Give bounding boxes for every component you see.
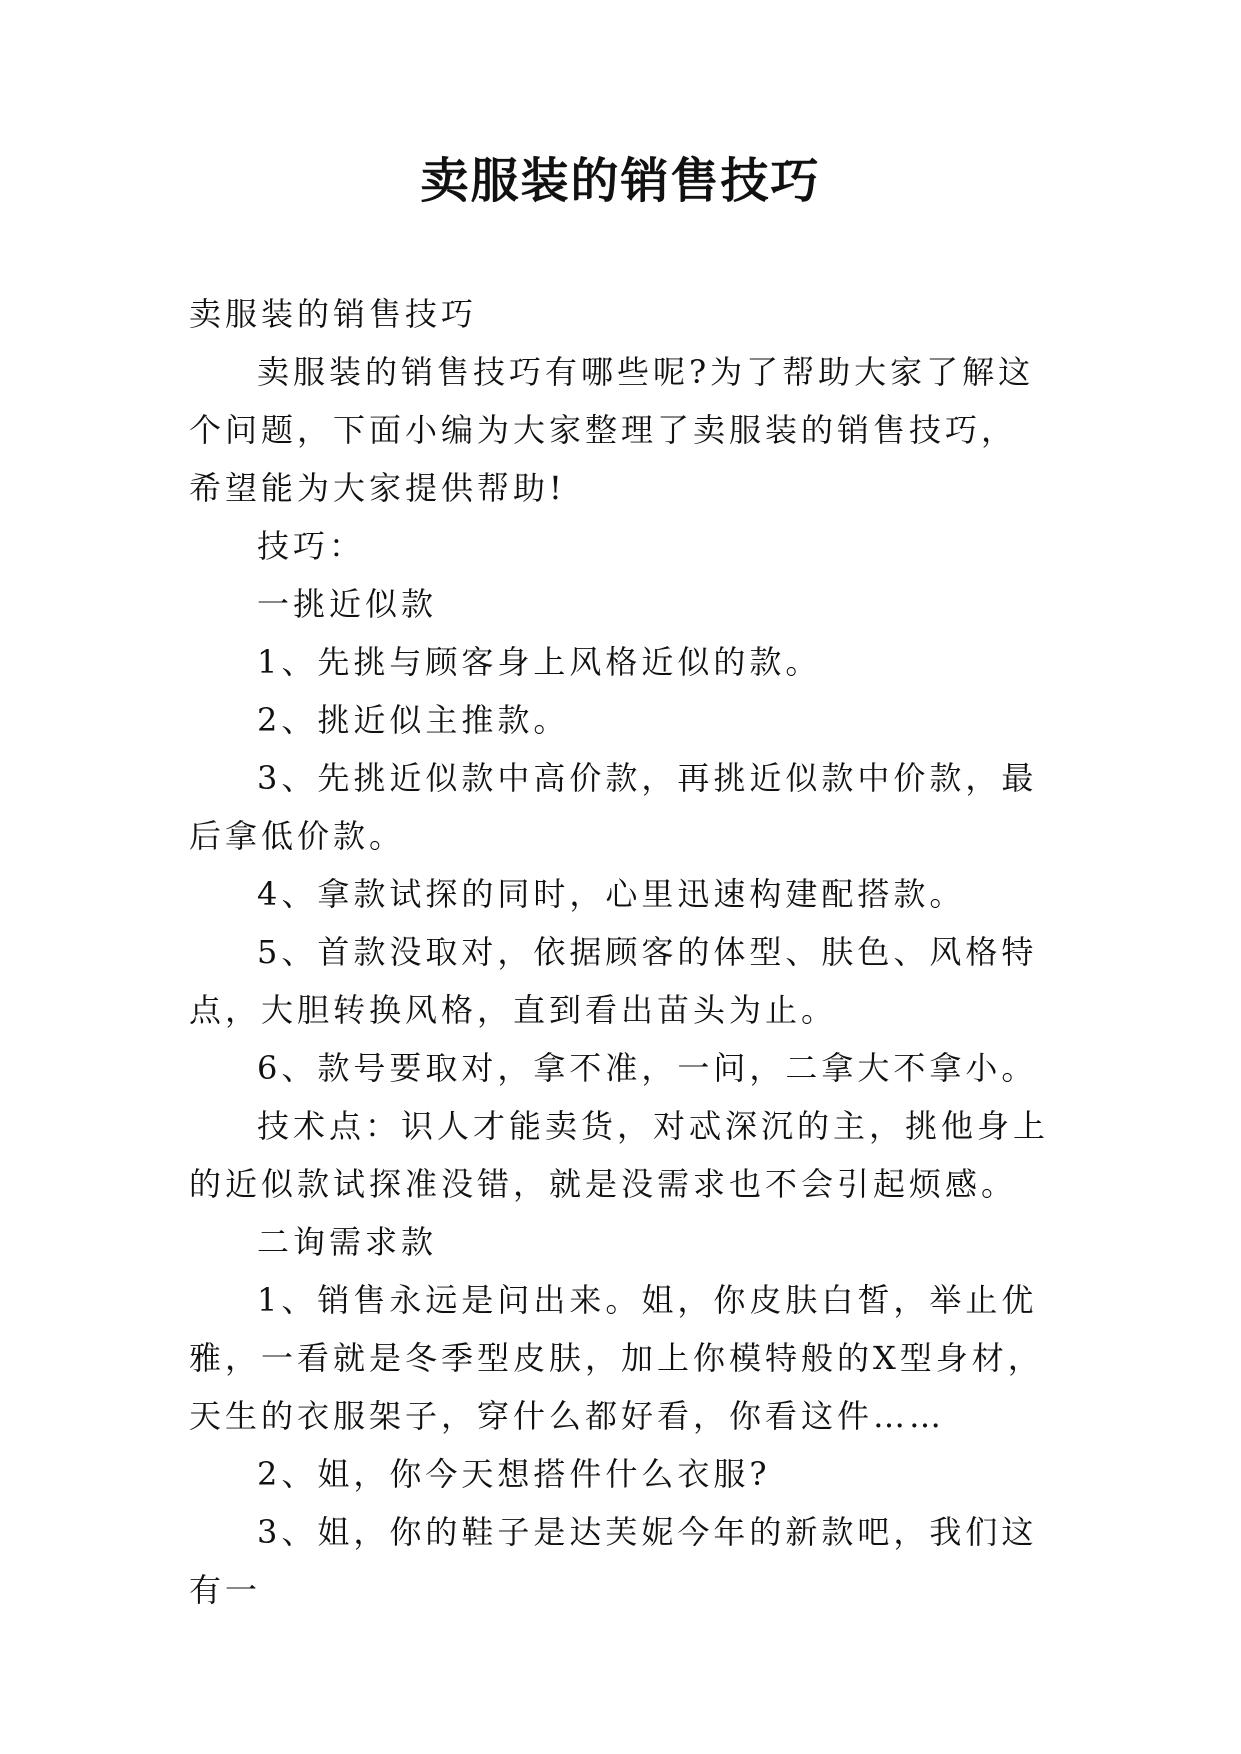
list-item: 3、姐，你的鞋子是达芙妮今年的新款吧，我们这有一 [189,1513,1038,1609]
document-body [189,285,1051,1619]
list-item: 1、销售永远是问出来。姐，你皮肤白皙，举止优雅，一看就是冬季型皮肤，加上你模特般的X型身材，天生的衣服架子，穿什么都好看，你看这件…… [189,1281,1044,1435]
document-title: 卖服装的销售技巧 [420,153,821,209]
list-item: 2、姐，你今天想搭件什么衣服? [257,1455,771,1493]
list-item: 5、首款没取对，依据顾客的体型、肤色、风格特点，大胆转换风格，直到看出苗头为止。 [189,933,1038,1029]
intro-paragraph: 卖服装的销售技巧有哪些呢?为了帮助大家了解这个问题，下面小编为大家整理了卖服装的销售技巧，希望能为大家提供帮助! [189,353,1035,507]
subtitle-paragraph: 卖服装的销售技巧 [189,295,478,333]
section-heading: 二询需求款 [257,1223,438,1261]
tech-point-paragraph: 技术点：识人才能卖货，对忒深沉的主，挑他身上的近似款试探准没错，就是没需求也不会引起烦感。 [189,1107,1050,1203]
list-item: 2、挑近似主推款。 [257,701,570,739]
section-label: 技巧： [257,527,366,565]
list-item: 6、款号要取对，拿不准，一问，二拿大不拿小。 [257,1049,1038,1087]
list-item: 1、先挑与顾客身上风格近似的款。 [257,643,822,681]
list-item: 4、拿款试探的同时，心里迅速构建配搭款。 [257,875,966,913]
section-heading: 一挑近似款 [257,585,438,623]
list-item: 3、先挑近似款中高价款，再挑近似款中价款，最后拿低价款。 [189,759,1038,855]
